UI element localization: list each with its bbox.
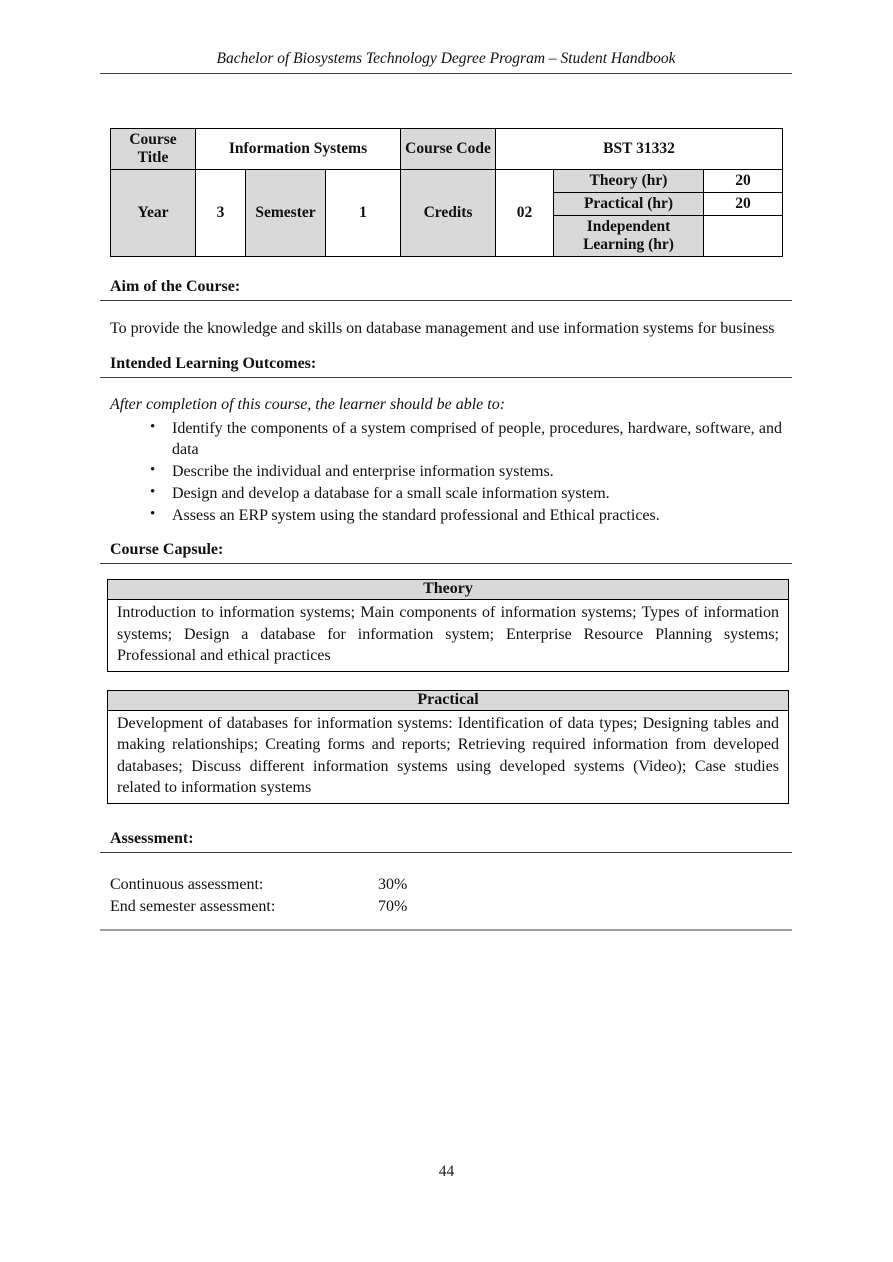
- assessment-label: End semester assessment:: [110, 897, 276, 915]
- bullet-text: Identify the components of a system comprised of people, procedures, hardware, software, and data: [172, 420, 782, 458]
- table-row: [108, 580, 789, 600]
- bullet-text: Design and develop a database for a small scale information system.: [172, 485, 610, 502]
- practical-capsule-table: [107, 690, 789, 804]
- assessment-value: 70%: [378, 897, 408, 915]
- theory-body-cell: Introduction to information systems; Main components of information systems; Types of information systems; Design a database for information system; Enterprise Resource Planning systems; Professional and ethical practices: [108, 600, 789, 672]
- credits-value-cell: 02: [496, 170, 554, 257]
- course-title-value-cell: Information Systems: [196, 129, 401, 170]
- table-row: [108, 710, 789, 803]
- independent-learning-value-cell: [704, 216, 783, 257]
- theory-capsule-table: [107, 579, 789, 672]
- table-row: [108, 690, 789, 710]
- ilo-intro: After completion of this course, the learner should be able to:: [110, 396, 506, 413]
- practical-body-cell: Development of databases for information systems: Identification of data types; Designing tables and making relationships; Creating forms and reports; Retrieving required information from developed databases; Discuss different information systems using developed systems (Video); Case studies related to information systems: [108, 710, 789, 803]
- bullet-text: Describe the individual and enterprise information systems.: [172, 463, 554, 480]
- table-row: [111, 129, 783, 170]
- assessment-row: [110, 874, 782, 896]
- assessment-heading: Assessment:: [100, 830, 792, 853]
- list-item: [100, 461, 782, 482]
- assessment-block: [100, 874, 792, 918]
- bullet-icon: •: [150, 506, 156, 522]
- credits-label-cell: Credits: [401, 170, 496, 257]
- running-header: Bachelor of Biosystems Technology Degree Program – Student Handbook: [100, 50, 792, 74]
- course-title-label-cell: Course Title: [111, 129, 196, 170]
- year-value-cell: 3: [196, 170, 246, 257]
- list-item: [100, 483, 782, 504]
- theory-hr-label-cell: Theory (hr): [554, 170, 704, 193]
- course-code-value-cell: BST 31332: [496, 129, 783, 170]
- table-row: [108, 600, 789, 672]
- semester-label-cell: Semester: [246, 170, 326, 257]
- aim-heading: Aim of the Course:: [100, 278, 792, 301]
- aim-body: To provide the knowledge and skills on database management and use information systems for business: [110, 320, 775, 337]
- bullet-icon: •: [150, 462, 156, 478]
- section-divider: [100, 929, 792, 931]
- practical-hr-label-cell: Practical (hr): [554, 193, 704, 216]
- course-code-label-cell: Course Code: [401, 129, 496, 170]
- course-info-table: [110, 128, 783, 257]
- theory-hr-value-cell: 20: [704, 170, 783, 193]
- course-capsule-heading: Course Capsule:: [100, 541, 792, 564]
- page-number: 44: [438, 1163, 455, 1180]
- bullet-text: Assess an ERP system using the standard professional and Ethical practices.: [172, 507, 660, 524]
- ilo-heading: Intended Learning Outcomes:: [100, 355, 792, 378]
- bullet-icon: •: [150, 419, 156, 435]
- list-item: [100, 505, 782, 526]
- assessment-label: Continuous assessment:: [110, 875, 264, 893]
- list-item: [100, 418, 782, 460]
- ilo-bullet-list: [100, 418, 792, 526]
- table-row: [111, 170, 783, 193]
- year-label-cell: Year: [111, 170, 196, 257]
- practical-hr-value-cell: 20: [704, 193, 783, 216]
- theory-header-cell: Theory: [108, 580, 789, 600]
- independent-learning-label-cell: Independent Learning (hr): [554, 216, 704, 257]
- bullet-icon: •: [150, 484, 156, 500]
- semester-value-cell: 1: [326, 170, 401, 257]
- assessment-row: [110, 896, 782, 918]
- assessment-value: 30%: [378, 875, 408, 893]
- practical-header-cell: Practical: [108, 690, 789, 710]
